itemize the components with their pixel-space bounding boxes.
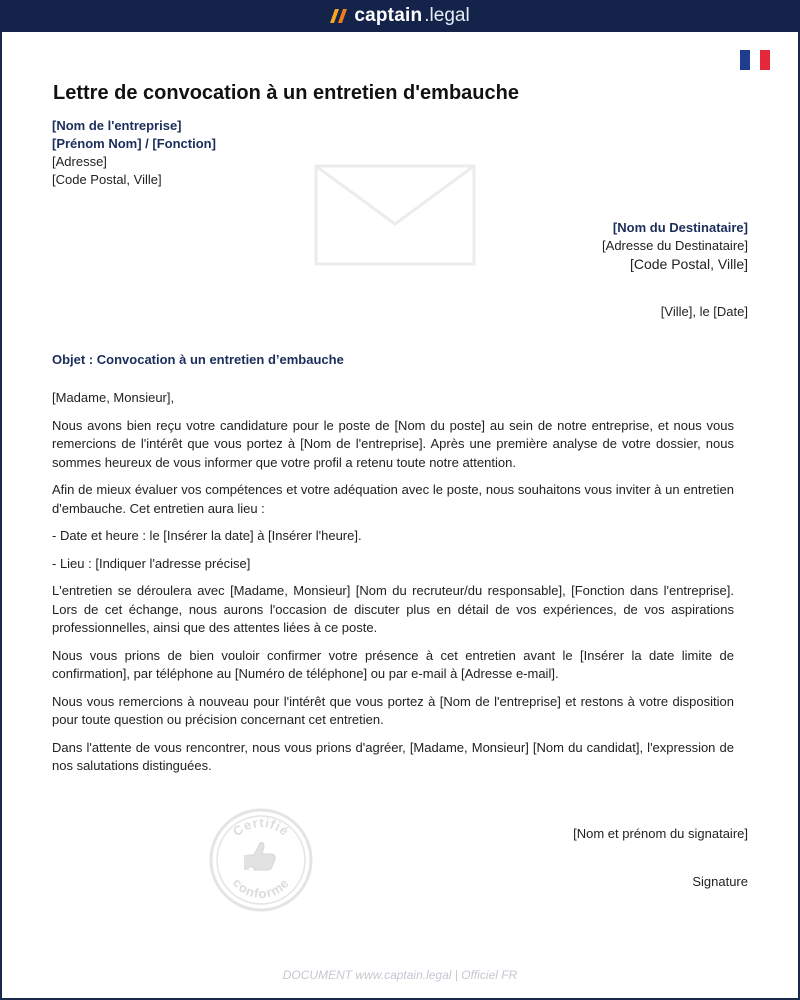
letter-subject: Objet : Convocation à un entretien d’embauche: [52, 352, 344, 367]
svg-text:Certifié: [230, 815, 293, 839]
date-time-item: - Date et heure : le [Insérer la date] à [Insérer l'heure].: [52, 528, 362, 543]
paragraph: Nous vous remercions à nouveau pour l'intérêt que vous portez à [Nom de l'entreprise] et restons à votre disposition pour toute question ou précision concernant cet entretien.: [52, 693, 734, 727]
brand-slash-icon: [330, 9, 348, 23]
footer-watermark: DOCUMENT www.captain.legal | Officiel FR: [282, 968, 518, 982]
closing-paragraph: Dans l'attente de vous rencontrer, nous vous prions d'agréer, [Madame, Monsieur] [Nom du candidat], l'expression de nos salutations distinguées.: [52, 739, 734, 773]
paragraph: Nous vous prions de bien vouloir confirmer votre présence à cet entretien avant le [Insérer la date limite de confirmation], par téléphone au [Numéro de téléphone] ou par e-mail à [Adresse e-mail].: [52, 647, 734, 681]
certified-stamp-icon: [208, 807, 314, 913]
recipient-name: [Nom du Destinataire]: [612, 220, 748, 235]
brand-logo[interactable]: [330, 5, 469, 27]
recipient-block: [602, 219, 748, 273]
recipient-address: [Adresse du Destinataire]: [602, 238, 748, 253]
paragraph: L'entretien se déroulera avec [Madame, Monsieur] [Nom du recruteur/du responsable], [Fonction dans l'entreprise]. Lors de cet échange, nous aurons l'occasion de discuter plus en détail de vos expériences, de vos aspirations professionnelles, ainsi que des attentes liées à ce poste.: [52, 583, 734, 635]
signature-label: Signature: [692, 874, 748, 889]
stamp-text-top: Certifié: [229, 814, 293, 840]
document-title: Lettre de convocation à un entretien d'embauche: [53, 82, 519, 104]
sender-address: [Adresse]: [52, 154, 107, 169]
recipient-postal-city: [Code Postal, Ville]: [629, 256, 748, 272]
sender-postal-city: [Code Postal, Ville]: [52, 172, 162, 187]
envelope-watermark-icon: [314, 164, 476, 266]
sender-name-role: [Prénom Nom] / [Fonction]: [52, 136, 216, 151]
sender-company: [Nom de l'entreprise]: [52, 118, 182, 133]
france-flag-icon[interactable]: [740, 50, 770, 70]
document-page: [2, 32, 798, 998]
sender-block: [52, 117, 216, 189]
location-item: - Lieu : [Indiquer l'adresse précise]: [52, 555, 251, 571]
paragraph: Nous avons bien reçu votre candidature pour le poste de [Nom du poste] au sein de notre entreprise, et nous vous remercions de l'intérêt que vous portez à [Nom de l'entreprise]. Après une première analyse de votre dossier, nous sommes heureux de vous informer que votre profil a retenu toute notre attention.: [52, 417, 734, 470]
paragraph: Afin de mieux évaluer vos compétences et votre adéquation avec le poste, nous souhaitons vous inviter à un entretien d'embauche. Cet entretien aura lieu :: [52, 482, 734, 516]
signer-name: [Nom et prénom du signataire]: [573, 826, 748, 841]
top-bar: [0, 0, 800, 32]
letter-body: [52, 389, 734, 785]
brand-domain: .legal: [424, 5, 470, 26]
stamp-text-bottom: conforme: [229, 875, 293, 902]
brand-name: captain: [354, 5, 423, 26]
salutation: [Madame, Monsieur],: [52, 390, 175, 405]
svg-text:conforme: [230, 875, 292, 901]
date-line: [Ville], le [Date]: [660, 304, 748, 319]
